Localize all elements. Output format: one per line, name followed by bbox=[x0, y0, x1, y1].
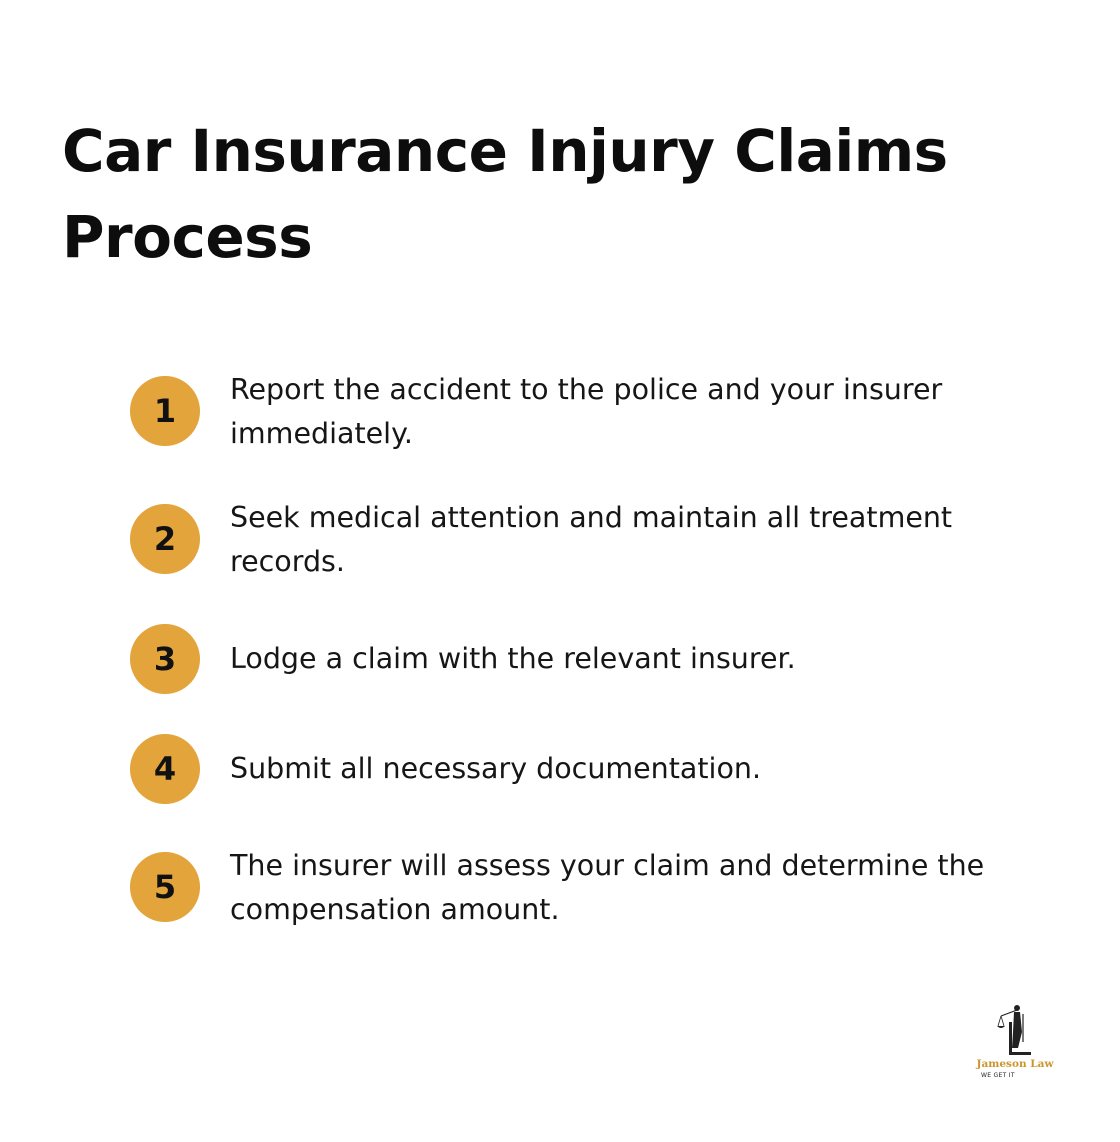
step-number-badge: 3 bbox=[130, 624, 200, 694]
page-title: Car Insurance Injury Claims Process bbox=[62, 117, 948, 271]
step-text: Seek medical attention and maintain all treatment records. bbox=[230, 501, 953, 578]
brand-logo bbox=[975, 1002, 1055, 1082]
step-number-badge: 4 bbox=[130, 734, 200, 804]
lady-justice-icon bbox=[995, 1002, 1035, 1058]
step-number-badge: 5 bbox=[130, 852, 200, 922]
steps-list bbox=[130, 0, 1030, 1142]
logo-tagline: WE GET IT bbox=[981, 1072, 1015, 1079]
logo-name: Jameson Law bbox=[976, 1058, 1054, 1070]
step-number-badge: 1 bbox=[130, 376, 200, 446]
step-number-badge: 2 bbox=[130, 504, 200, 574]
step-text: Report the accident to the police and your insurer immediately. bbox=[230, 373, 943, 450]
step-text: Lodge a claim with the relevant insurer. bbox=[230, 642, 796, 675]
step-text: Submit all necessary documentation. bbox=[230, 752, 762, 785]
step-text: The insurer will assess your claim and determine the compensation amount. bbox=[230, 849, 985, 926]
